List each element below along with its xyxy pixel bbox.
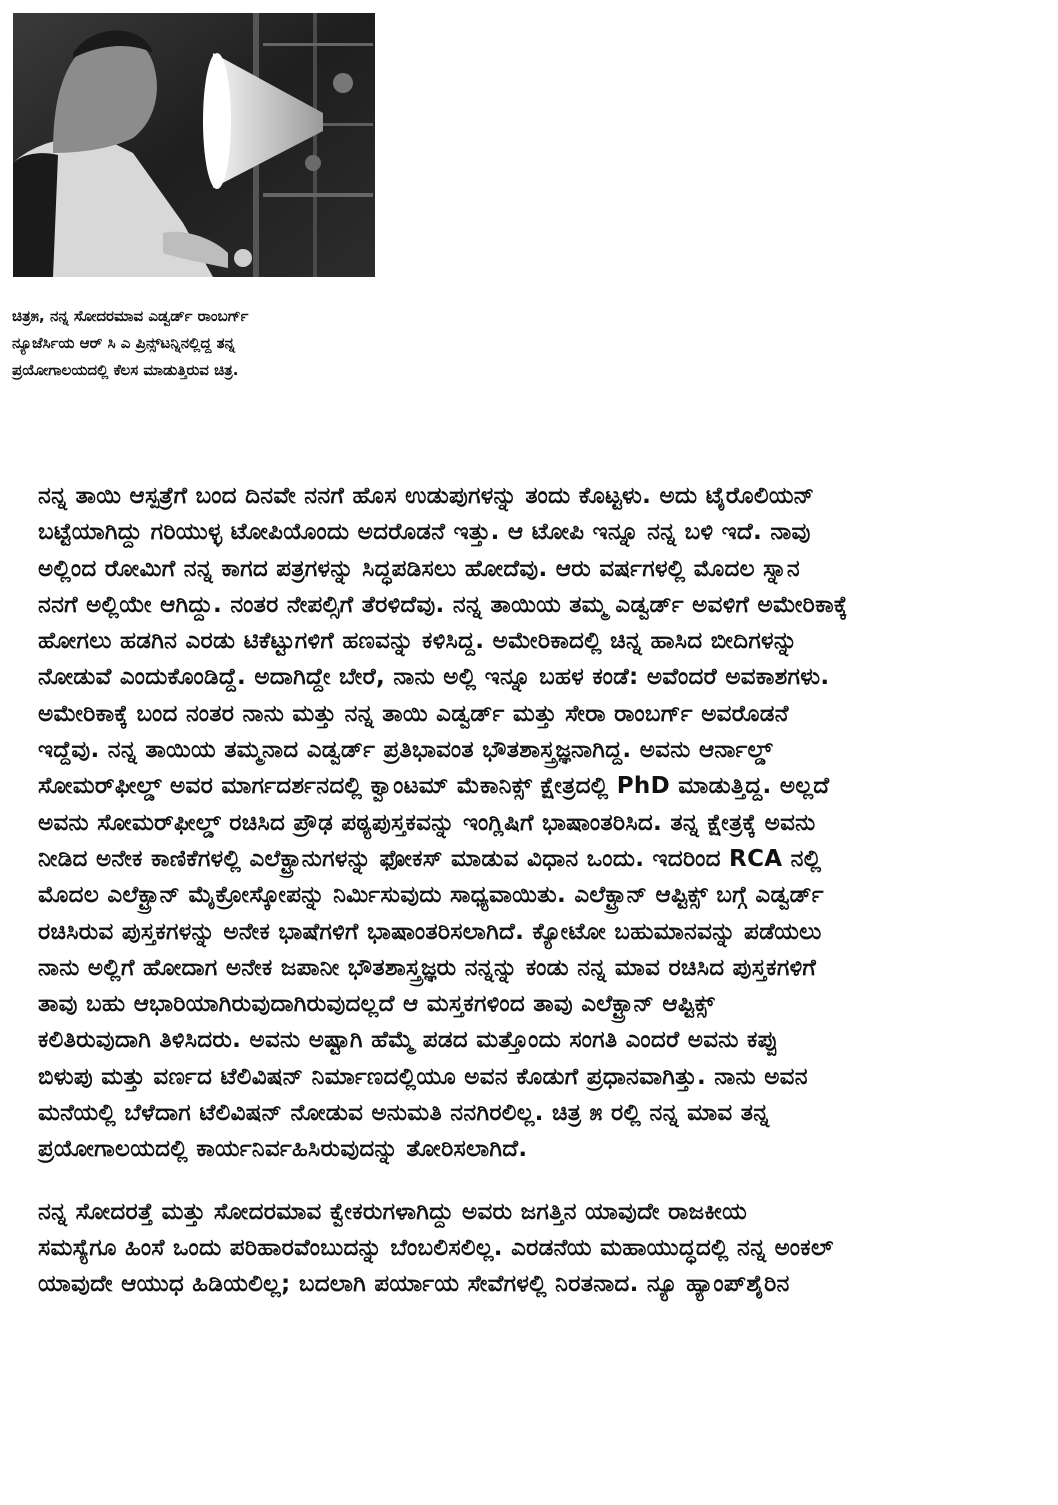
text-line: ನನಗೆ ಅಲ್ಲಿಯೇ ಆಗಿದ್ದು. ನಂತರ ನೇಪಲ್ಸಿಗೆ ತೆರಳಿದೆವು. ನನ್ನ ತಾಯಿಯ ತಮ್ಮ ಎಡ್ವರ್ಡ್ ಅವಳಿಗೆ ಅಮೇರಿಕಾಕ್ಕೆ bbox=[38, 591, 848, 618]
text-line: ಮೊದಲ ಎಲೆಕ್ಟ್ರಾನ್ ಮೈಕ್ರೋಸ್ಕೋಪನ್ನು ನಿರ್ಮಿಸುವುದು ಸಾಧ್ಯವಾಯಿತು. ಎಲೆಕ್ಟ್ರಾನ್ ಆಪ್ಟಿಕ್ಸ್ ಬಗ್ಗೆ ಎಡ್ವರ್ಡ್ bbox=[38, 882, 824, 909]
text-line: ರಚಿಸಿರುವ ಪುಸ್ತಕಗಳನ್ನು ಅನೇಕ ಭಾಷೆಗಳಿಗೆ ಭಾಷಾಂತರಿಸಲಾಗಿದೆ. ಕ್ಯೋಟೋ ಬಹುಮಾನವನ್ನು ಪಡೆಯಲು bbox=[38, 918, 822, 945]
lab-photo bbox=[13, 13, 375, 277]
text-line: ಸಮಸ್ಯೆಗೂ ಹಿಂಸೆ ಒಂದು ಪರಿಹಾರವೆಂಬುದನ್ನು ಬೆಂಬಲಿಸಲಿಲ್ಲ. ಎರಡನೆಯ ಮಹಾಯುದ್ಧದಲ್ಲಿ ನನ್ನ ಅಂಕಲ್ bbox=[38, 1234, 834, 1261]
text-line: ಇದ್ದೆವು. ನನ್ನ ತಾಯಿಯ ತಮ್ಮನಾದ ಎಡ್ವರ್ಡ್ ಪ್ರತಿಭಾವಂತ ಭೌತಶಾಸ್ತ್ರಜ್ಞನಾಗಿದ್ದ. ಅವನು ಆರ್ನಾಲ್ಡ್ bbox=[38, 737, 773, 764]
text-line: ಪ್ರಯೋಗಾಲಯದಲ್ಲಿ ಕಾರ್ಯನಿರ್ವಹಿಸಿರುವುದನ್ನು ತೋರಿಸಲಾಗಿದೆ. bbox=[38, 1136, 528, 1163]
caption-line: ನ್ಯೂಜೆರ್ಸಿಯ ಆರ್ ಸಿ ಎ ಪ್ರಿನ್ಸ್‌ಟನ್ನಿನಲ್ಲಿದ್ದ ತನ್ನ bbox=[12, 334, 235, 352]
text-line: ಅಮೇರಿಕಾಕ್ಕೆ ಬಂದ ನಂತರ ನಾನು ಮತ್ತು ನನ್ನ ತಾಯಿ ಎಡ್ವರ್ಡ್ ಮತ್ತು ಸೇರಾ ರಾಂಬರ್ಗ್ ಅವರೊಡನೆ bbox=[38, 700, 789, 727]
text-line: ಹೋಗಲು ಹಡಗಿನ ಎರಡು ಟಿಕೆಟ್ಟುಗಳಿಗೆ ಹಣವನ್ನು ಕಳಿಸಿದ್ದ. ಅಮೇರಿಕಾದಲ್ಲಿ ಚಿನ್ನ ಹಾಸಿದ ಬೀದಿಗಳನ್ನು bbox=[38, 628, 798, 655]
lab-photo-image bbox=[13, 13, 375, 277]
caption-line: ಪ್ರಯೋಗಾಲಯದಲ್ಲಿ ಕೆಲಸ ಮಾಡುತ್ತಿರುವ ಚಿತ್ರ. bbox=[12, 361, 239, 379]
text-line: ನಾನು ಅಲ್ಲಿಗೆ ಹೋದಾಗ ಅನೇಕ ಜಪಾನೀ ಭೌತಶಾಸ್ತ್ರಜ್ಞರು ನನ್ನನ್ನು ಕಂಡು ನನ್ನ ಮಾವ ರಚಿಸಿದ ಪುಸ್ತಕಗಳಿಗೆ bbox=[38, 954, 817, 981]
text-line: ತಾವು ಬಹು ಆಭಾರಿಯಾಗಿರುವುದಾಗಿರುವುದಲ್ಲದೆ ಆ ಮಸ್ತಕಗಳಿಂದ ತಾವು ಎಲೆಕ್ಟ್ರಾನ್ ಆಪ್ಟಿಕ್ಸ್ bbox=[38, 991, 715, 1018]
paragraph bbox=[38, 1194, 1038, 1303]
text-line: ನೋಡುವೆ ಎಂದುಕೊಂಡಿದ್ದೆ. ಅದಾಗಿದ್ದೇ ಬೇರೆ, ನಾನು ಅಲ್ಲಿ ಇನ್ನೂ ಬಹಳ ಕಂಡೆ: ಅವೆಂದರೆ ಅವಕಾಶಗಳು. bbox=[38, 664, 830, 691]
photo-caption bbox=[12, 303, 342, 384]
text-line: ನನ್ನ ಸೋದರತ್ತೆ ಮತ್ತು ಸೋದರಮಾವ ಕ್ವೇಕರುಗಳಾಗಿದ್ದು ಅವರು ಜಗತ್ತಿನ ಯಾವುದೇ ರಾಜಕೀಯ bbox=[38, 1198, 748, 1225]
text-line: ನನ್ನ ತಾಯಿ ಆಸ್ಪತ್ರೆಗೆ ಬಂದ ದಿನವೇ ನನಗೆ ಹೊಸ ಉಡುಪುಗಳನ್ನು ತಂದು ಕೊಟ್ಟಳು. ಅದು ಟೈರೊಲಿಯನ್ bbox=[38, 483, 815, 509]
text-line: ಅವನು ಸೋಮರ್‌ಫೀಲ್ಡ್ ರಚಿಸಿದ ಪ್ರೌಢ ಪಠ್ಯಪುಸ್ತಕವನ್ನು ಇಂಗ್ಲಿಷಿಗೆ ಭಾಷಾಂತರಿಸಿದ. ತನ್ನ ಕ್ಷೇತ್ರಕ್ಕೆ ಅವನು bbox=[38, 809, 816, 836]
paragraph bbox=[38, 478, 1038, 1168]
caption-line: ಚಿತ್ರ೫, ನನ್ನ ಸೋದರಮಾವ ಎಡ್ವರ್ಡ್ ರಾಂಬರ್ಗ್ bbox=[12, 307, 249, 325]
text-line: ಅಲ್ಲಿಂದ ರೋಮಿಗೆ ನನ್ನ ಕಾಗದ ಪತ್ರಗಳನ್ನು ಸಿದ್ಧಪಡಿಸಲು ಹೋದೆವು. ಆರು ವರ್ಷಗಳಲ್ಲಿ ಮೊದಲ ಸ್ನಾನ bbox=[38, 555, 800, 582]
text-line: ಮನೆಯಲ್ಲಿ ಬೆಳೆದಾಗ ಟೆಲಿವಿಷನ್ ನೋಡುವ ಅನುಮತಿ ನನಗಿರಲಿಲ್ಲ. ಚಿತ್ರ ೫ ರಲ್ಲಿ ನನ್ನ ಮಾವ ತನ್ನ bbox=[38, 1100, 770, 1127]
text-line: ಬಿಳುಪು ಮತ್ತು ವರ್ಣದ ಟೆಲಿವಿಷನ್ ನಿರ್ಮಾಣದಲ್ಲಿಯೂ ಅವನ ಕೊಡುಗೆ ಪ್ರಧಾನವಾಗಿತ್ತು. ನಾನು ಅವನ bbox=[38, 1063, 808, 1090]
text-line: ನೀಡಿದ ಅನೇಕ ಕಾಣಿಕೆಗಳಲ್ಲಿ ಎಲೆಕ್ಟ್ರಾನುಗಳನ್ನು ಫೋಕಸ್ ಮಾಡುವ ವಿಧಾನ ಒಂದು. ಇದರಿಂದ RCA ನಲ್ಲಿ bbox=[38, 845, 822, 872]
body-text bbox=[38, 478, 1038, 1303]
text-line: ಯಾವುದೇ ಆಯುಧ ಹಿಡಿಯಲಿಲ್ಲ; ಬದಲಾಗಿ ಪರ್ಯಾಯ ಸೇವೆಗಳಲ್ಲಿ ನಿರತನಾದ. ನ್ಯೂ ಹ್ಯಾಂಪ್‌ಶೈರಿನ bbox=[38, 1271, 790, 1298]
text-line: ಕಲಿತಿರುವುದಾಗಿ ತಿಳಿಸಿದರು. ಅವನು ಅಷ್ಟಾಗಿ ಹೆಮ್ಮೆ ಪಡದ ಮತ್ತೊಂದು ಸಂಗತಿ ಎಂದರೆ ಅವನು ಕಪ್ಪು bbox=[38, 1027, 779, 1054]
text-line: ಬಟ್ಟೆಯಾಗಿದ್ದು ಗರಿಯುಳ್ಳ ಟೋಪಿಯೊಂದು ಅದರೊಡನೆ ಇತ್ತು. ಆ ಟೋಪಿ ಇನ್ನೂ ನನ್ನ ಬಳಿ ಇದೆ. ನಾವು bbox=[38, 519, 811, 546]
text-line: ಸೋಮರ್‌ಫೀಲ್ಡ್ ಅವರ ಮಾರ್ಗದರ್ಶನದಲ್ಲಿ ಕ್ವಾಂಟಮ್ ಮೆಕಾನಿಕ್ಸ್ ಕ್ಷೇತ್ರದಲ್ಲಿ PhD ಮಾಡುತ್ತಿದ್ದ. ಅಲ್ಲದೆ bbox=[38, 773, 830, 800]
